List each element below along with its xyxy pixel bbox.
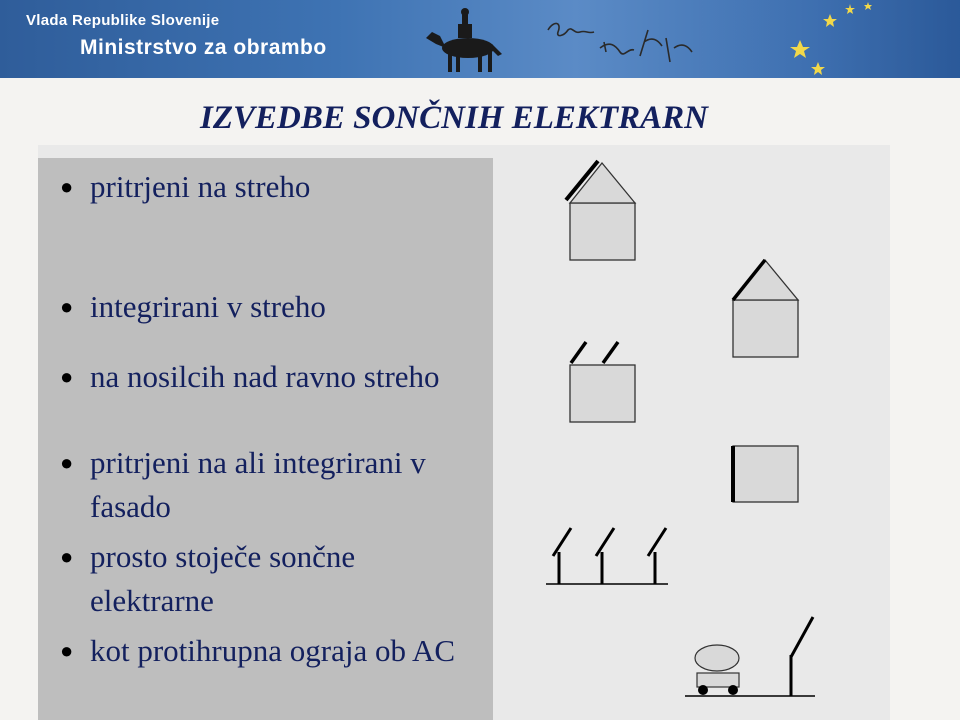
- bullet-text: pritrjeni na ali integrirani v fasado: [90, 445, 426, 524]
- bullet-text: integrirani v streho: [90, 289, 326, 324]
- flat-roof-racks-diagram: [570, 342, 635, 422]
- bullet-text: prosto stoječe sončne elektrarne: [90, 539, 356, 618]
- bullet-text: na nosilcih nad ravno streho: [90, 359, 440, 394]
- bullet-dot-icon: ●: [60, 294, 74, 319]
- bullet-text: pritrjeni na streho: [90, 169, 311, 204]
- house-panel-integrated-roof-diagram: [733, 260, 798, 357]
- bullet-dot-icon: ●: [60, 364, 74, 389]
- facade-panel-diagram: [733, 446, 798, 502]
- bullet-dot-icon: ●: [60, 450, 74, 475]
- slide-title: IZVEDBE SONČNIH ELEKTRARN: [200, 100, 708, 136]
- ministry-label: Ministrstvo za obrambo: [80, 36, 327, 59]
- bullet-dot-icon: ●: [60, 174, 74, 199]
- noise-barrier-diagram: [685, 617, 815, 696]
- bullet-text: kot protihrupna ograja ob AC: [90, 633, 456, 668]
- government-label: Vlada Republike Slovenije: [26, 12, 220, 29]
- bullet-dot-icon: ●: [60, 638, 74, 663]
- free-standing-panels-diagram: [546, 528, 668, 584]
- bullet-dot-icon: ●: [60, 544, 74, 569]
- house-panel-on-roof-diagram: [566, 161, 635, 260]
